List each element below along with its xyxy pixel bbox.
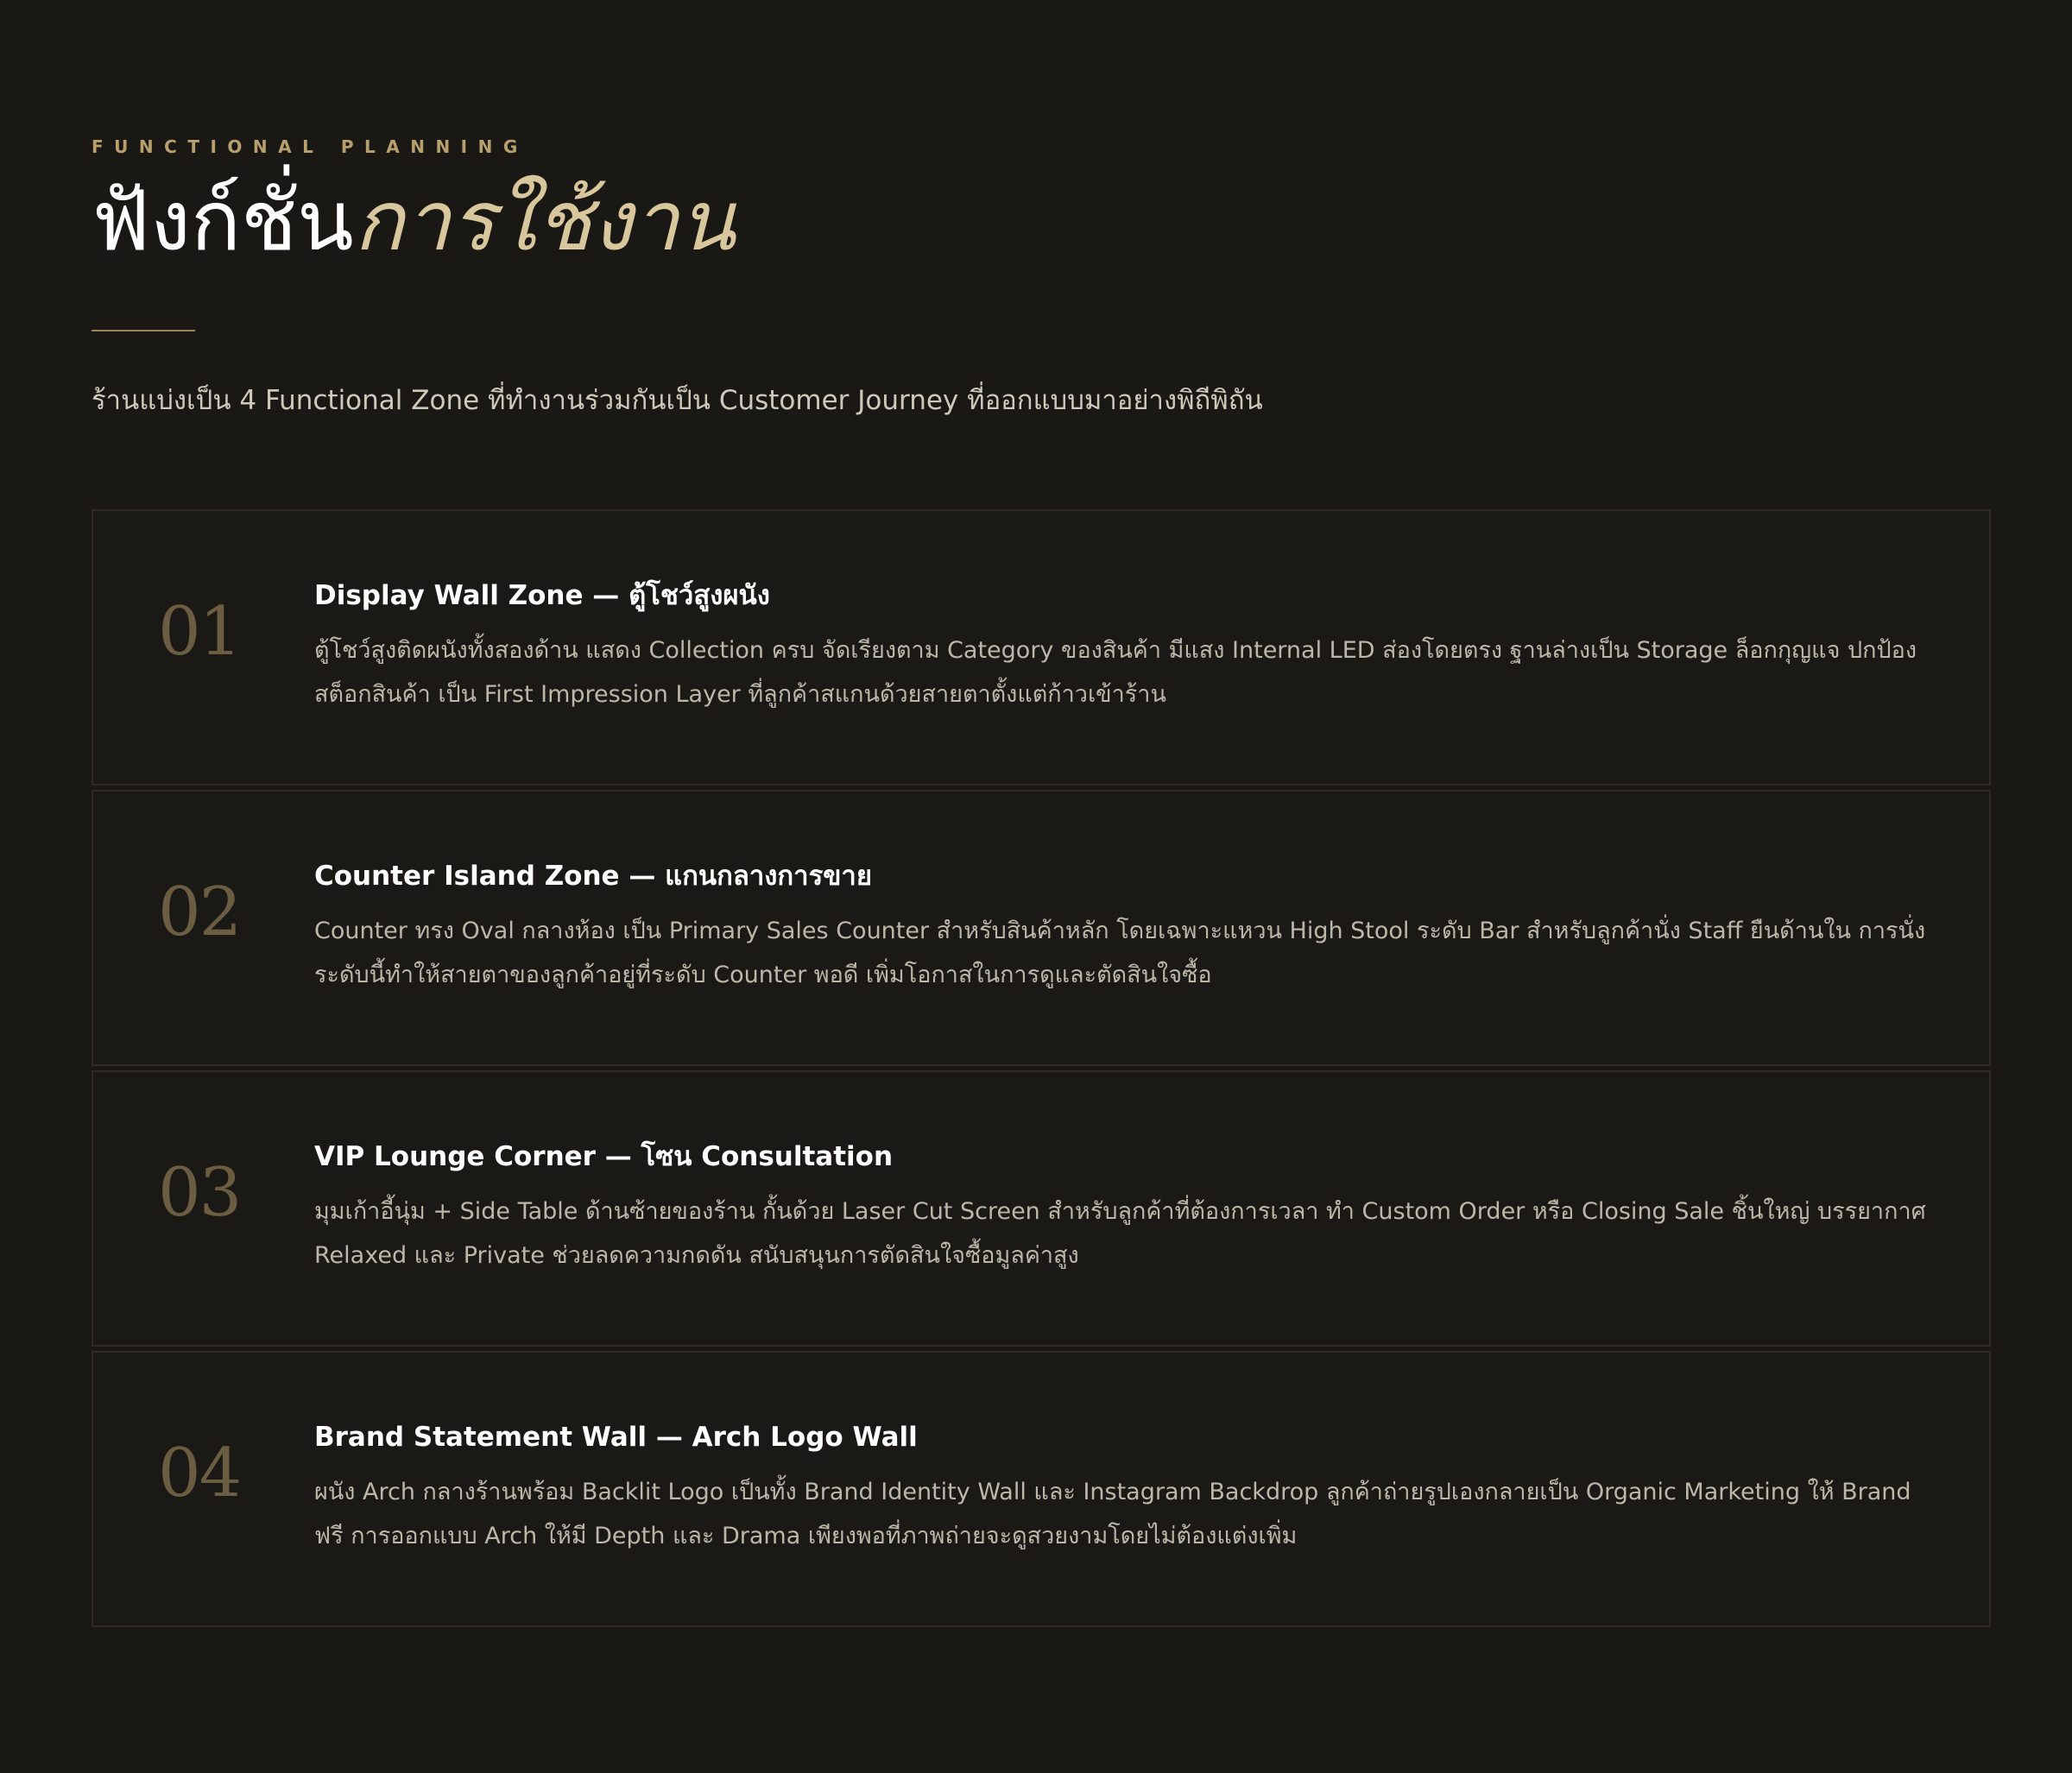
- zone-number: 03: [158, 1154, 241, 1232]
- zone-content: [314, 1139, 1937, 1278]
- zone-description: ผนัง Arch กลางร้านพร้อม Backlit Logo เป็นทั้ง Brand Identity Wall และ Instagram Backdrop ลูกค้าถ่ายรูปเองกลายเป็น Organic Marketing ให้ Brand ฟรี การออกแบบ Arch ให้มี Depth และ Drama เพียงพอที่ภาพถ่ายจะดูสวยงามโดยไม่ต้องแต่งเพิ่ม: [314, 1479, 1911, 1549]
- zone-title: Display Wall Zone — ตู้โชว์สูงผนัง: [314, 580, 770, 611]
- zone-description: ตู้โชว์สูงติดผนังทั้งสองด้าน แสดง Collection ครบ จัดเรียงตาม Category ของสินค้า มีแสง Internal LED ส่องโดยตรง ฐานล่างเป็น Storage ล็อกกุญแจ ปกป้องสต็อกสินค้า เป็น First Impression Layer ที่ลูกค้าสแกนด้วยสายตาตั้งแต่ก้าวเข้าร้าน: [314, 637, 1917, 708]
- zone-number: 01: [158, 593, 241, 671]
- zone-number: 02: [158, 874, 241, 951]
- page-title: [92, 169, 736, 273]
- zone-title: VIP Lounge Corner — โซน Consultation: [314, 1141, 894, 1172]
- zone-title: Counter Island Zone — แกนกลางการขาย: [314, 861, 872, 892]
- zone-content: [314, 1420, 1937, 1558]
- zone-card: [92, 509, 1991, 786]
- zone-card: [92, 1070, 1991, 1347]
- title-accent: การใช้งาน: [353, 173, 736, 269]
- zone-number: 04: [158, 1435, 241, 1512]
- zone-description: มุมเก้าอี้นุ่ม + Side Table ด้านซ้ายของร้าน กั้นด้วย Laser Cut Screen สำหรับลูกค้าที่ต้องการเวลา ทำ Custom Order หรือ Closing Sale ชิ้นใหญ่ บรรยากาศ Relaxed และ Private ช่วยลดความกดดัน สนับสนุนการตัดสินใจซื้อมูลค่าสูง: [314, 1198, 1926, 1269]
- zone-content: [314, 859, 1937, 997]
- zone-card: [92, 790, 1991, 1066]
- zone-card: [92, 1351, 1991, 1627]
- zone-description: Counter ทรง Oval กลางห้อง เป็น Primary Sales Counter สำหรับสินค้าหลัก โดยเฉพาะแหวน High Stool ระดับ Bar สำหรับลูกค้านั่ง Staff ยืนด้านใน การนั่งระดับนี้ทำให้สายตาของลูกค้าอยู่ที่ระดับ Counter พอดี เพิ่มโอกาสในการดูและตัดสินใจซื้อ: [314, 918, 1926, 988]
- section-eyebrow: FUNCTIONAL PLANNING: [92, 136, 528, 157]
- title-divider: [92, 330, 195, 331]
- section-intro: ร้านแบ่งเป็น 4 Functional Zone ที่ทำงานร่วมกันเป็น Customer Journey ที่ออกแบบมาอย่างพิถีพิถัน: [92, 385, 1263, 416]
- zone-content: [314, 578, 1937, 716]
- title-main: ฟังก์ชั่น: [92, 173, 354, 269]
- zone-list: [92, 509, 1991, 1631]
- zone-title: Brand Statement Wall — Arch Logo Wall: [314, 1422, 918, 1453]
